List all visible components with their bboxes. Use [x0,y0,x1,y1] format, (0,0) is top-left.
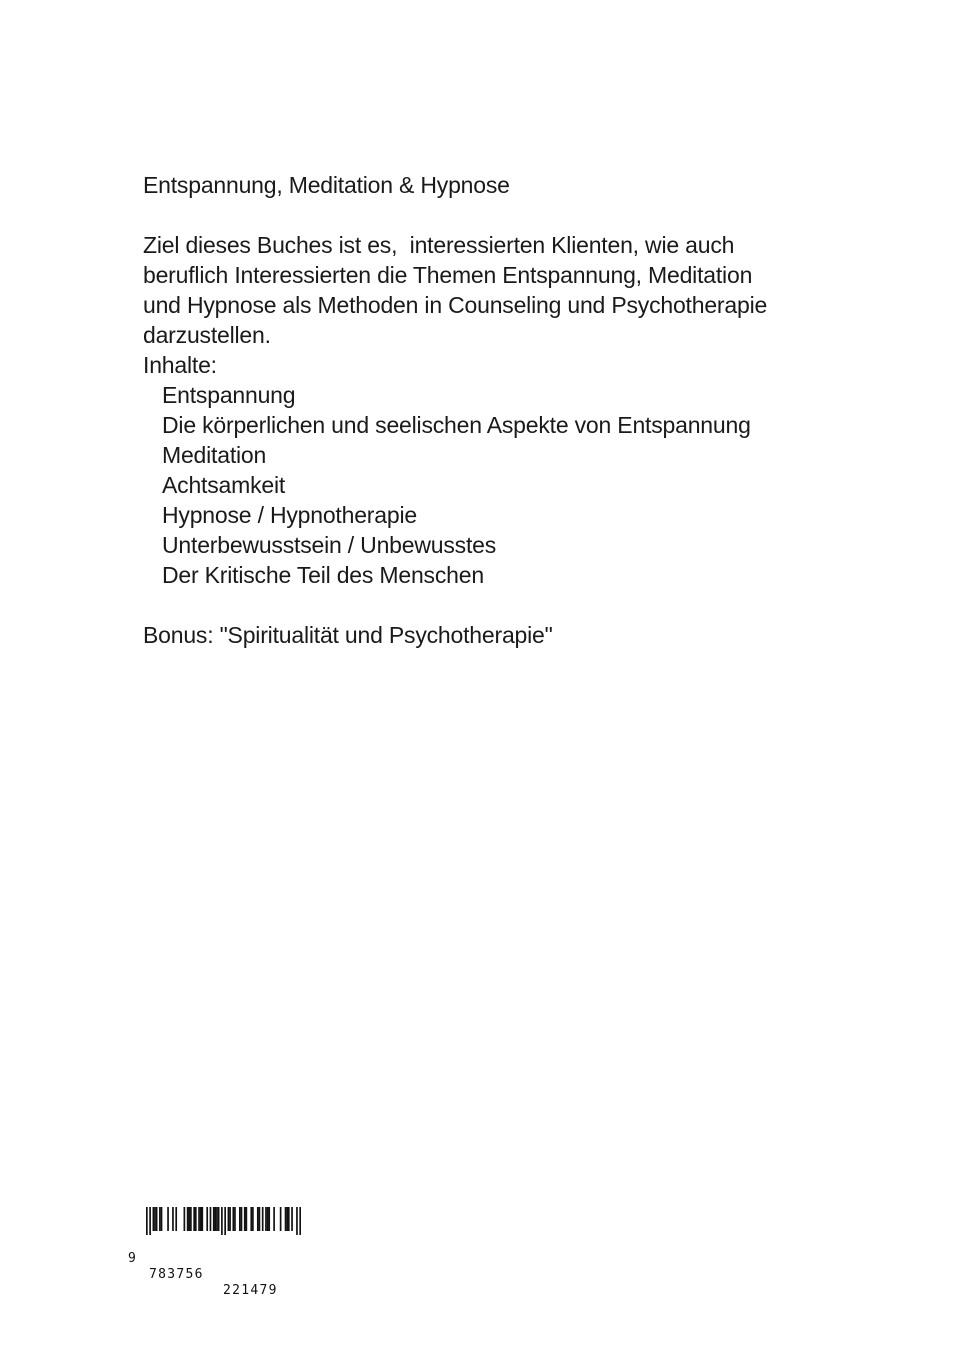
barcode-bar [213,1207,215,1231]
description-line: Ziel dieses Buches ist es, interessierten Klienten, wie auch [143,232,735,258]
isbn-barcode [128,1207,308,1298]
barcode-bar [299,1207,301,1235]
description-line: darzustellen. [143,322,271,348]
barcode-bar [193,1207,195,1231]
barcode-bar [280,1207,282,1231]
barcode-bar [216,1207,218,1231]
contents-item: Entspannung [162,382,296,408]
contents-item: Meditation [162,442,267,468]
barcode-bar [265,1207,267,1231]
barcode-bar [175,1207,177,1231]
barcode-bar [259,1207,261,1231]
barcode-bar [206,1207,208,1231]
isbn-left-group: 783756 [149,1267,204,1282]
barcode-bar [239,1207,241,1231]
barcode-bar [228,1207,230,1231]
barcode-bar [172,1207,174,1231]
isbn-lead-digit: 9 [128,1251,138,1266]
contents-heading: Inhalte: [143,352,217,378]
barcode-bar [215,1207,217,1231]
barcode-bar [187,1207,189,1231]
barcode-bar [149,1207,151,1235]
barcode-bar [218,1207,220,1231]
barcode-bar [234,1207,236,1231]
barcode-bar [246,1207,248,1231]
description-line: beruflich Interessierten die Themen Entspannung, Meditation [143,262,753,288]
barcode-bar [288,1207,290,1231]
description-line: und Hypnose als Methoden in Counseling und Psychotherapie [143,292,768,318]
barcode-bar [244,1207,246,1231]
barcode-bar [201,1207,203,1231]
barcode-bar [252,1207,254,1231]
barcode-bar [184,1207,186,1231]
barcode-bar [232,1207,234,1231]
barcode-bar [221,1207,223,1235]
barcode-bar [161,1207,163,1231]
barcode-bar [200,1207,202,1231]
barcode-bars [146,1207,301,1235]
isbn-right-group: 221479 [223,1283,278,1298]
barcode-bar [167,1207,169,1231]
contents-item: Der Kritische Teil des Menschen [162,562,484,588]
barcode-bar [154,1207,156,1231]
barcode-bar [188,1207,190,1231]
barcode-bar [195,1207,197,1231]
barcode-bar [250,1207,252,1231]
barcode-bar [241,1207,243,1231]
barcode-bar [229,1207,231,1231]
blurb-text [143,170,843,650]
book-title: Entspannung, Meditation & Hypnose [143,172,510,198]
barcode-bar [285,1207,287,1231]
barcode-bar [268,1207,270,1231]
barcode-bar [146,1207,148,1235]
barcode-bar [296,1207,298,1235]
contents-item: Unterbewusstsein / Unbewusstes [162,532,497,558]
contents-item: Achtsamkeit [162,472,286,498]
barcode-bar [273,1207,275,1231]
barcode-bar [210,1207,212,1231]
bonus-line: Bonus: "Spiritualität und Psychotherapie" [143,622,553,648]
contents-item: Hypnose / Hypnotherapie [162,502,417,528]
barcode-bar [153,1207,155,1231]
barcode-bar [156,1207,158,1231]
barcode-bar [286,1207,288,1231]
isbn-digits [128,1235,278,1315]
barcode-bar [159,1207,161,1231]
barcode-bar [224,1207,226,1235]
contents-list [143,380,843,590]
contents-item: Die körperlichen und seelischen Aspekte von Entspannung [162,412,751,438]
barcode-bar [198,1207,200,1231]
barcode-bar [190,1207,192,1231]
barcode-bar [291,1207,293,1231]
barcode-bar [257,1207,259,1231]
barcode-bar [262,1207,264,1231]
description-paragraph [143,230,843,350]
barcode-bar [267,1207,269,1231]
